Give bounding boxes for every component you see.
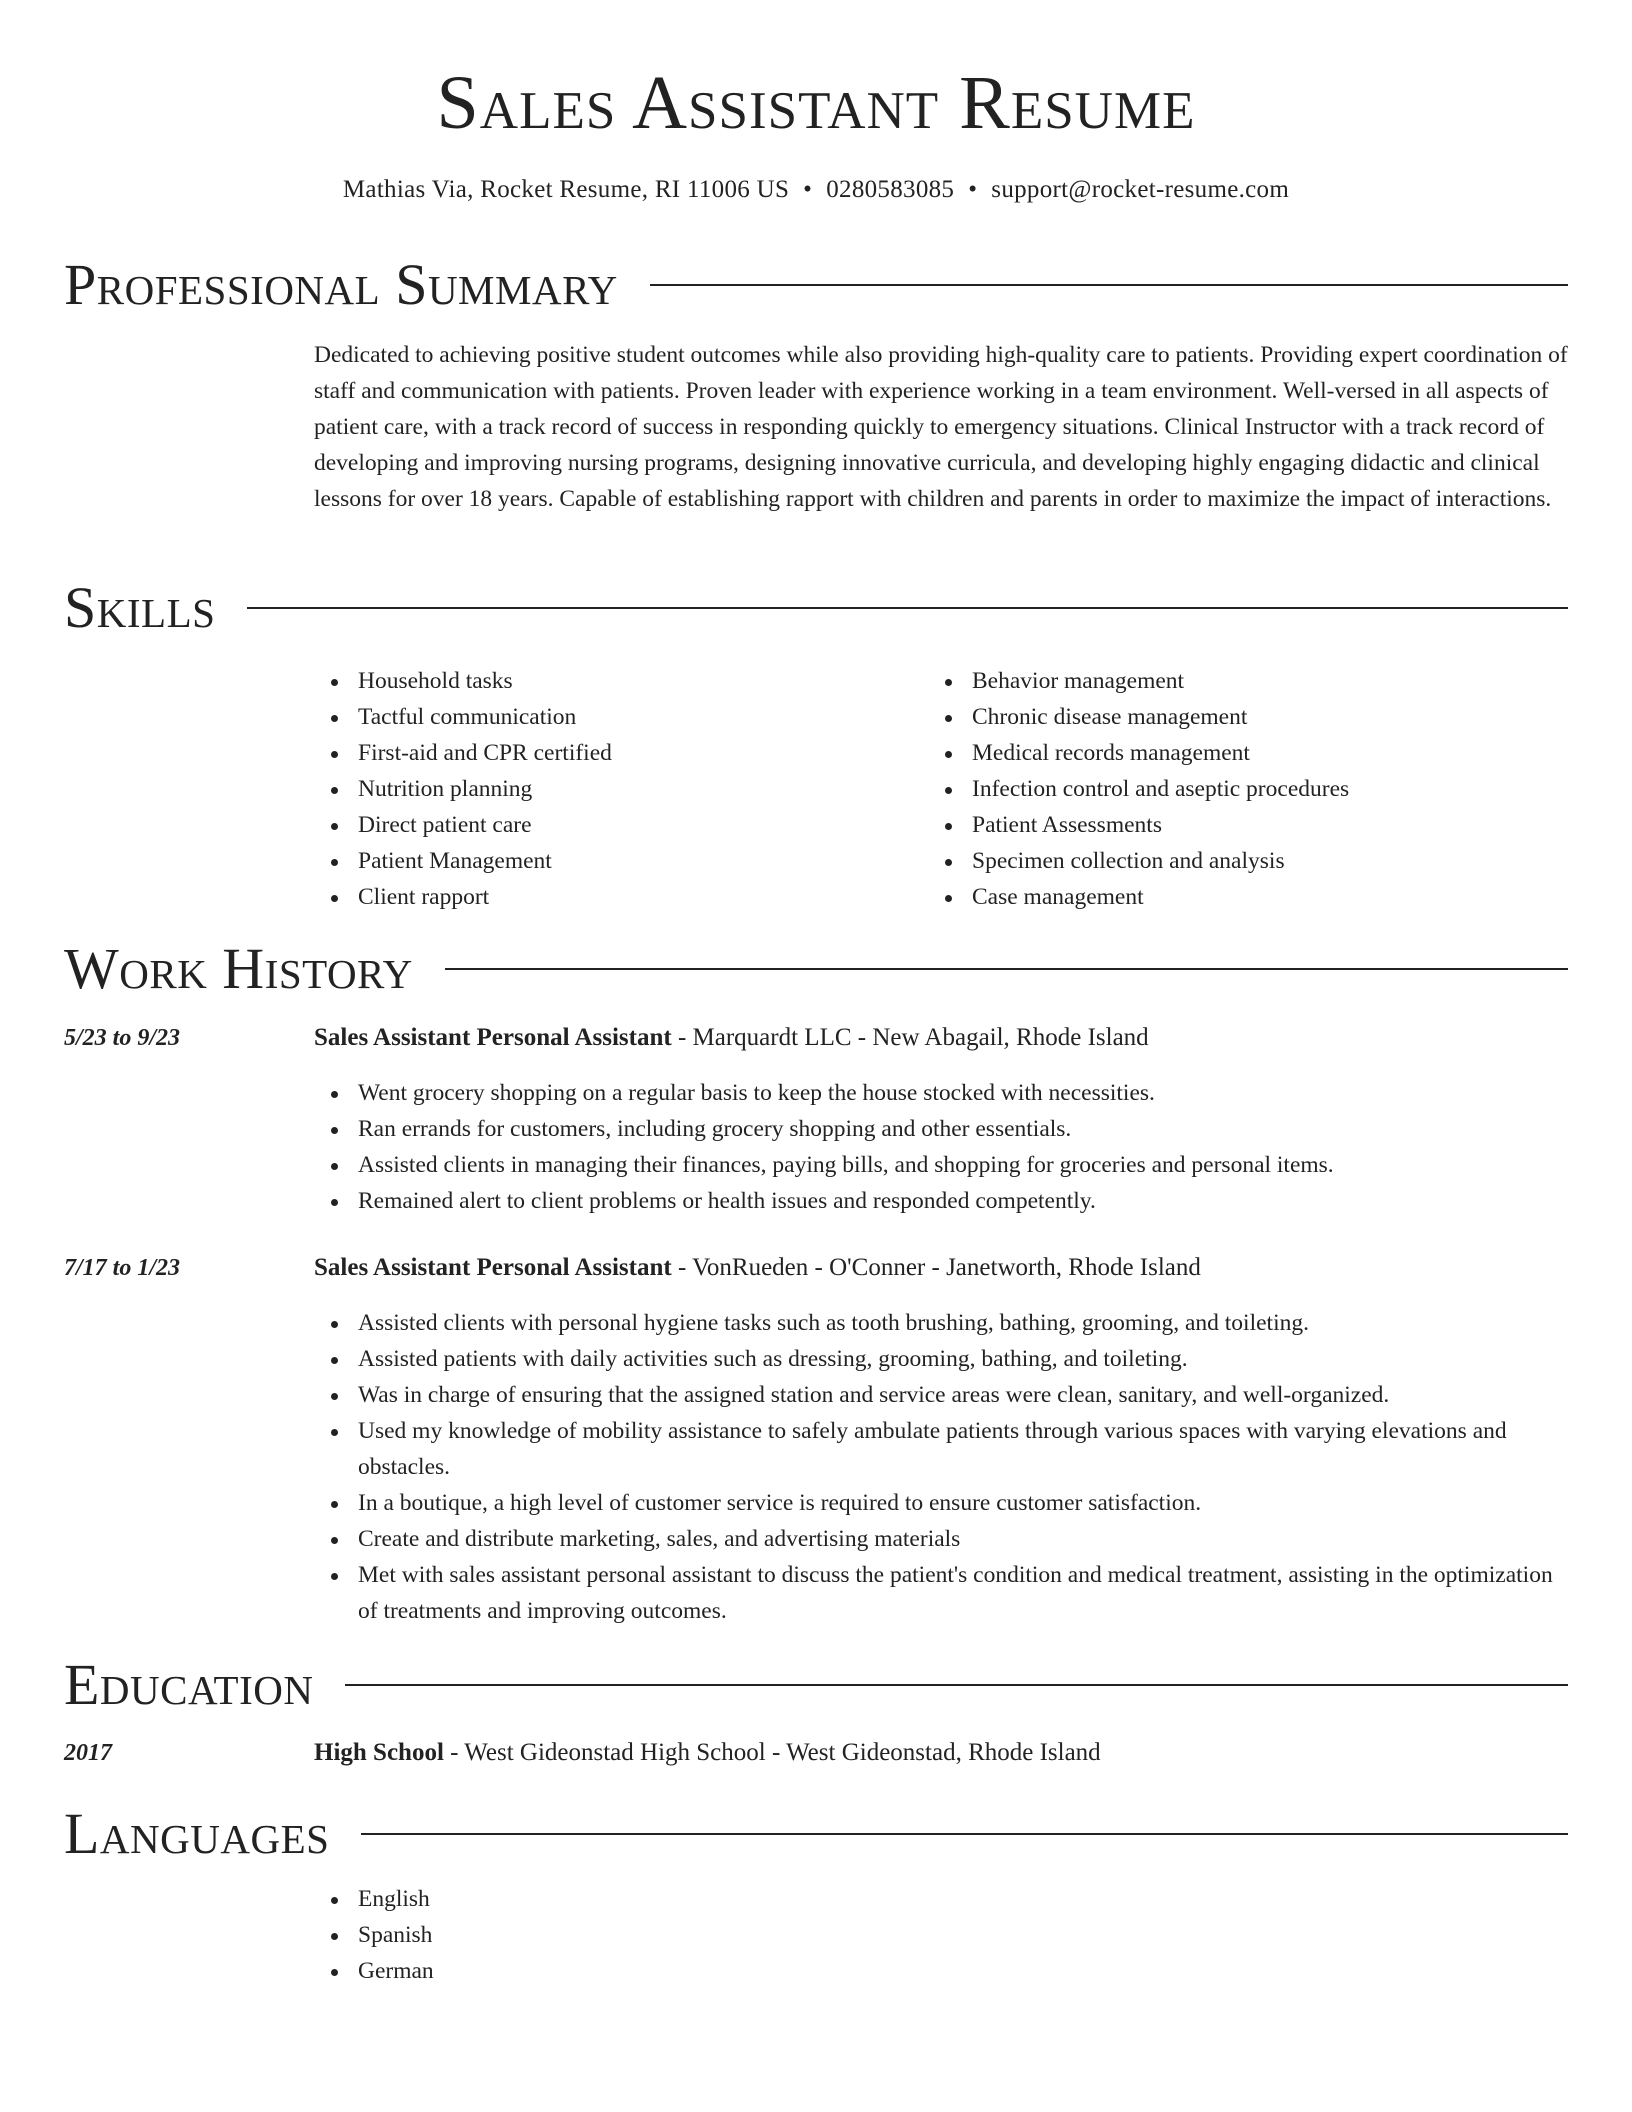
skills-section-header xyxy=(64,574,1568,642)
skill-item: Case management xyxy=(928,879,1528,915)
job-bullet: Ran errands for customers, including grocery shopping and other essentials. xyxy=(314,1111,1570,1147)
summary-text: Dedicated to achieving positive student outcomes while also providing high-quality care to patients. Providing expert coordination of staff and communication with patients. Proven leader with experience working in a team environment. Well-versed in all aspects of patient care, with a track record of success in responding quickly to emergency situations. Clinical Instructor with a track record of developing and improving nursing programs, designing innovative curricula, and developing highly engaging didactic and clinical lessons for over 18 years. Capable of establishing rapport with children and parents in order to maximize the impact of interactions. xyxy=(314,342,1568,512)
skill-item: Behavior management xyxy=(928,663,1528,699)
language-item: Spanish xyxy=(314,1917,1570,1953)
contact-separator: • xyxy=(803,176,813,203)
resume-title: Sales Assistant Resume xyxy=(436,61,1196,145)
languages-section-header xyxy=(64,1800,1568,1868)
job-bullet: Assisted clients in managing their finances, paying bills, and shopping for groceries and personal items. xyxy=(314,1147,1570,1183)
languages-heading: Languages xyxy=(64,1801,330,1866)
languages-list xyxy=(314,1881,1570,1989)
languages-list-container xyxy=(314,1881,1570,1989)
education-line xyxy=(314,1738,1101,1768)
contact-email: support@rocket-resume.com xyxy=(991,176,1290,203)
education-section-header xyxy=(64,1651,1568,1719)
language-item: English xyxy=(314,1881,1570,1917)
job-bullet: Met with sales assistant personal assistant to discuss the patient's condition and medical treatment, assisting in the optimization of treatments and improving outcomes. xyxy=(314,1557,1570,1629)
job-bullet: Went grocery shopping on a regular basis to keep the house stocked with necessities. xyxy=(314,1075,1570,1111)
job-bullet-list xyxy=(314,1305,1570,1629)
skills-right-list xyxy=(928,663,1528,915)
job-bullet: Was in charge of ensuring that the assigned station and service areas were clean, sanitary, and well-organized. xyxy=(314,1377,1570,1413)
skill-item: Infection control and aseptic procedures xyxy=(928,771,1528,807)
summary-heading: Professional Summary xyxy=(64,252,618,317)
job-details: - VonRueden - O'Conner - Janetworth, Rhode Island xyxy=(671,1254,1201,1281)
section-divider xyxy=(361,1833,1568,1835)
skill-item: Household tasks xyxy=(314,663,914,699)
section-divider xyxy=(345,1684,1568,1686)
skills-left-list xyxy=(314,663,914,915)
job-dates: 7/17 to 1/23 xyxy=(64,1255,181,1281)
job-details: - Marquardt LLC - New Abagail, Rhode Island xyxy=(671,1024,1149,1051)
section-divider xyxy=(650,284,1568,286)
work-heading: Work History xyxy=(64,936,413,1001)
skill-item: Medical records management xyxy=(928,735,1528,771)
job-bullets xyxy=(314,1305,1570,1629)
job-bullet: Remained alert to client problems or health issues and responded competently. xyxy=(314,1183,1570,1219)
job-bullet: In a boutique, a high level of customer service is required to ensure customer satisfaction. xyxy=(314,1485,1570,1521)
job-title: Sales Assistant Personal Assistant xyxy=(314,1254,672,1281)
summary-section-header xyxy=(64,251,1568,319)
skills-heading: Skills xyxy=(64,575,216,640)
education-degree: High School xyxy=(314,1739,444,1766)
job-bullet: Assisted clients with personal hygiene tasks such as tooth brushing, bathing, grooming, and toileting. xyxy=(314,1305,1570,1341)
education-heading: Education xyxy=(64,1652,314,1717)
skill-item: Patient Management xyxy=(314,843,914,879)
skill-item: Direct patient care xyxy=(314,807,914,843)
section-divider xyxy=(247,607,1568,609)
job-bullet: Create and distribute marketing, sales, and advertising materials xyxy=(314,1521,1570,1557)
education-year: 2017 xyxy=(64,1740,112,1766)
contact-line xyxy=(0,175,1632,205)
section-divider xyxy=(445,968,1568,970)
skill-item: First-aid and CPR certified xyxy=(314,735,914,771)
job-title-line xyxy=(314,1253,1201,1283)
job-bullet: Assisted patients with daily activities such as dressing, grooming, bathing, and toileting. xyxy=(314,1341,1570,1377)
job-dates: 5/23 to 9/23 xyxy=(64,1025,181,1051)
job-title: Sales Assistant Personal Assistant xyxy=(314,1024,672,1051)
job-bullet-list xyxy=(314,1075,1570,1219)
skills-left-column xyxy=(314,663,914,915)
skill-item: Nutrition planning xyxy=(314,771,914,807)
education-details: - West Gideonstad High School - West Gideonstad, Rhode Island xyxy=(443,1739,1101,1766)
skill-item: Patient Assessments xyxy=(928,807,1528,843)
job-title-line xyxy=(314,1023,1149,1053)
work-section-header xyxy=(64,935,1568,1003)
skill-item: Client rapport xyxy=(314,879,914,915)
skill-item: Chronic disease management xyxy=(928,699,1528,735)
job-bullet: Used my knowledge of mobility assistance to safely ambulate patients through various spaces with varying elevations and obstacles. xyxy=(314,1413,1570,1485)
skills-right-column xyxy=(928,663,1528,915)
language-item: German xyxy=(314,1953,1570,1989)
skill-item: Tactful communication xyxy=(314,699,914,735)
skill-item: Specimen collection and analysis xyxy=(928,843,1528,879)
contact-address: Mathias Via, Rocket Resume, RI 11006 US xyxy=(342,176,790,203)
job-bullets xyxy=(314,1075,1570,1219)
contact-separator: • xyxy=(968,176,978,203)
contact-phone: 0280583085 xyxy=(826,176,955,203)
